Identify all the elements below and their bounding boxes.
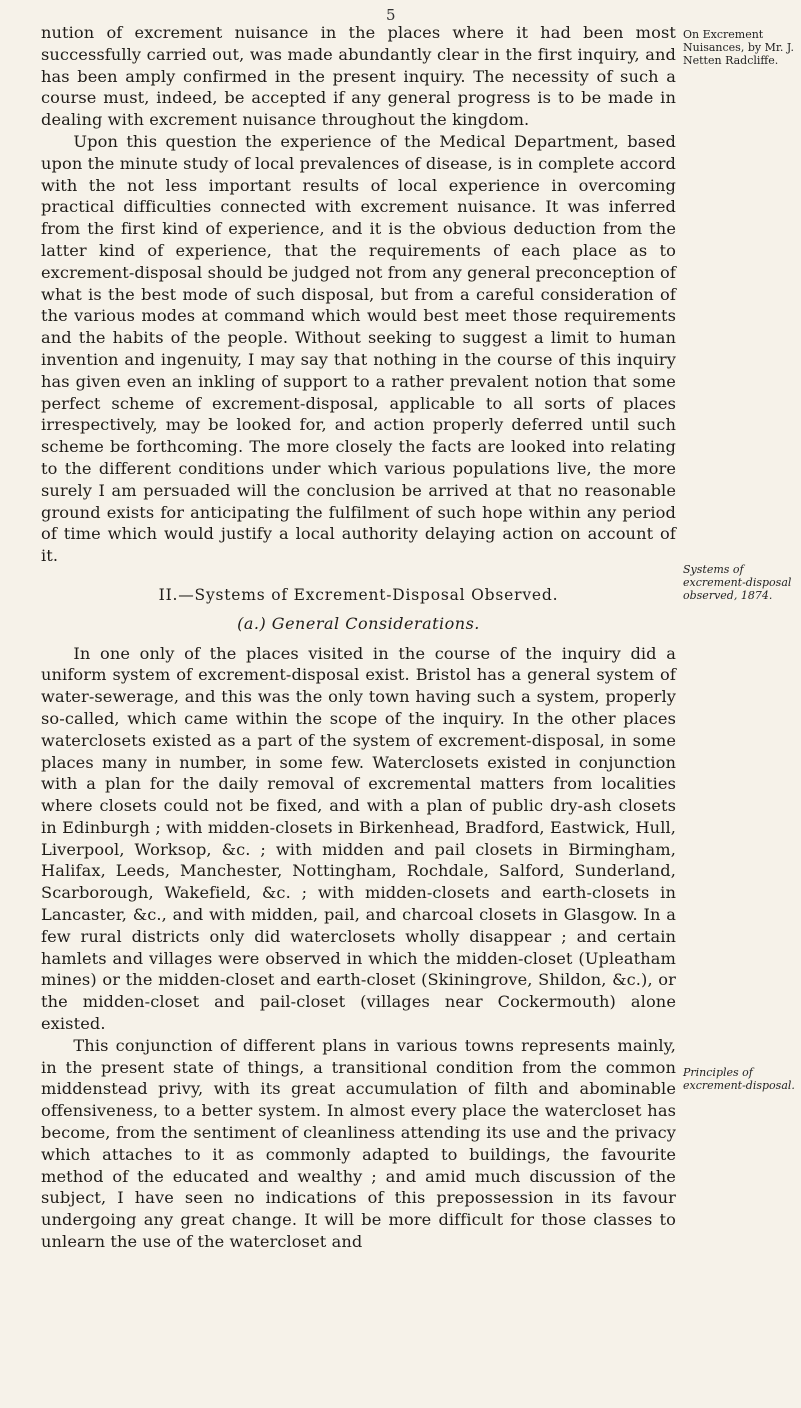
margin-note-principles: Principles of excrement-disposal. bbox=[683, 1066, 795, 1092]
margin-notes bbox=[683, 0, 801, 1408]
subsection-heading: (a.) General Considerations. bbox=[237, 613, 480, 633]
paragraph-conjunction: This conjunction of different plans in various towns represents mainly, in the present state of things, a transitional condition from the common middenstead privy, with its great accumulation of filth and abominable offensiveness, to a better system. In almost every place the watercloset has become, from the sentiment of cleanliness attending its use and the privacy which attaches to it as commonly adapted to buildings, the favourite method of the educated and wealthy ; and amid much discussion of the subject, I have seen no indications of this prepossession in its favour undergoing any great change. It will be more difficult for those classes to unlearn the use of the watercloset and bbox=[41, 1035, 676, 1252]
margin-note-systems: Systems of excrement-disposal observed, 1874. bbox=[683, 563, 792, 602]
paragraph-continuation: nution of excrement nuisance in the places where it had been most successfully carried out, was made abundantly clear in the first inquiry, and has been amply confirmed in the present inquiry. The necessity of such a course must, indeed, be accepted if any general progress is to be made in dealing with excrement nuisance throughout the kingdom. bbox=[41, 23, 676, 130]
section-heading: II.—Systems of Excrement-Disposal Observed. bbox=[158, 585, 559, 604]
paragraph-places-visited: In one only of the places visited in the course of the inquiry did a uniform system of excrement-disposal exist. Bristol has a general system of water-sewerage, and this was the only town having such a system, properly so-called, which came within the scope of the inquiry. In the other places waterclosets existed as a part of the system of excrement-disposal, in some places many in number, in some few. Waterclosets existed in conjunction with a plan for the daily removal of excremental matters from localities where closets could not be fixed, and with a plan of public dry-ash closets in Edinburgh ; with midden-closets in Birkenhead, Bradford, Eastwick, Hull, Liverpool, Worksop, &c. ; with midden and pail closets in Birmingham, Halifax, Leeds, Manchester, Nottingham, Rochdale, Salford, Sunderland, Scarborough, Wakefield, &c. ; with midden-closets and earth-closets in Lancaster, &c., and with midden, pail, and charcoal closets in Glasgow. In a few rural districts only did waterclosets wholly disappear ; and certain hamlets and villages were observed in which the midden-closet (Upleatham mines) or the midden-closet and earth-closet (Skiningrove, Shildon, &c.), or the midden-closet and pail-closet (villages near Cockermouth) alone existed. bbox=[41, 643, 676, 1034]
paragraph-medical-department: Upon this question the experience of the Medical Department, based upon the minute study of local prevalences of disease, is in complete accord with the not less important results of local experience in overcoming practical difficulties connected with excrement nuisance. It was inferred from the first kind of experience, and it is the obvious deduction from the latter kind of experience, that the requirements of each place as to excrement-disposal should be judged not from any general preconception of what is the best mode of such disposal, but from a careful consideration of the various modes at command which would best meet those requirements and the habits of the people. Without seeking to suggest a limit to human invention and ingenuity, I may say that nothing in the course of this inquiry has given even an inkling of support to a rather prevalent notion that some perfect scheme of excrement-disposal, applicable to all sorts of places irrespectively, may be looked for, and action properly deferred until such scheme be forthcoming. The more closely the facts are looked into relating to the different conditions under which various populations live, the more surely I am persuaded will the conclusion be arrived at that no reasonable ground exists for anticipating the fulfilment of such hope within any period of time which would justify a local authority delaying action on account of it. bbox=[41, 131, 676, 566]
page-number: 5 bbox=[386, 6, 396, 24]
main-text bbox=[41, 22, 676, 1253]
margin-note-author: On Excrement Nuisances, by Mr. J. Netten Radcliffe. bbox=[683, 28, 794, 67]
